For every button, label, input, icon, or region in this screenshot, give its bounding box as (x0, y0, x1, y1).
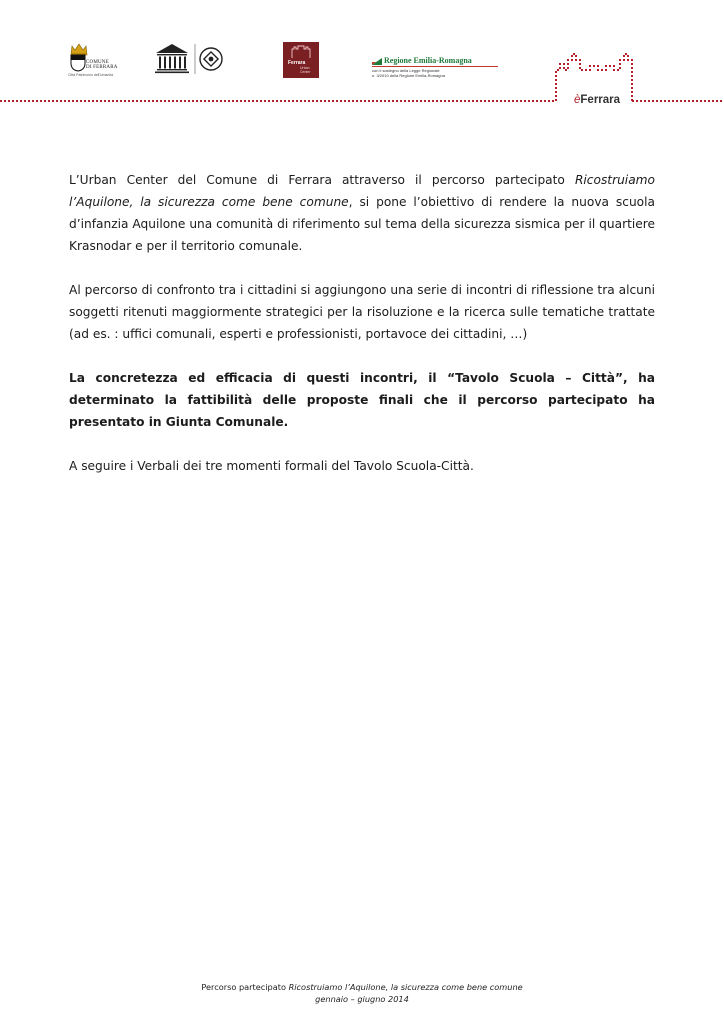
urban-center-brand: Ferrara (288, 60, 306, 66)
page-footer (0, 981, 724, 1005)
eferrara-brand: èFerrara (574, 94, 621, 106)
regione-title: Regione Emilia-Romagna (384, 56, 472, 65)
meetings-paragraph: Al percorso di confronto tra i cittadini si aggiungono una serie di incontri di riflessione tra alcuni soggetti ritenuti maggiormente strategici per la risoluzione e la ricerca sulle tematiche trattate (ad es. : uffici comunali, esperti e professionisti, portavoce dei cittadini, …) (69, 283, 655, 341)
urban-center-subtitle: Urban Center (300, 66, 311, 74)
comune-tagline: Città Patrimonio dell'Umanità (68, 73, 114, 77)
verbali-paragraph: A seguire i Verbali dei tre momenti formali del Tavolo Scuola-Città. (69, 459, 474, 473)
intro-paragraph: L’Urban Center del Comune di Ferrara attraverso il percorso partecipato Ricostruiamo l’Aquilone, la sicurezza come bene comune, si pone l’obiettivo di rendere la nuova scuola d’infanzia Aquilone una comunità di riferimento sul tema della sicurezza sismica per il quartiere Krasnodar e per il territorio comunale. (69, 173, 655, 253)
footer-date-line: gennaio – giugno 2014 (315, 994, 409, 1004)
tavolo-paragraph: La concretezza ed efficacia di questi incontri, il “Tavolo Scuola – Città”, ha determinato la fattibilità delle proposte finali che il percorso partecipato ha presentato in Giunta Comunale. (69, 371, 655, 429)
regione-support-line: con il sostegno della Legge Regionale (372, 68, 440, 73)
regione-law-line: n. 3/2010 della Regione Emilia-Romagna (372, 73, 445, 78)
footer-project-line: Percorso partecipato Ricostruiamo l’Aquilone, la sicurezza come bene comune (201, 982, 523, 992)
comune-name: COMUNE DI FERRARA (86, 60, 118, 70)
document-body (69, 169, 655, 499)
project-title: Ricostruiamo l’Aquilone, la sicurezza come bene comune (69, 173, 655, 209)
